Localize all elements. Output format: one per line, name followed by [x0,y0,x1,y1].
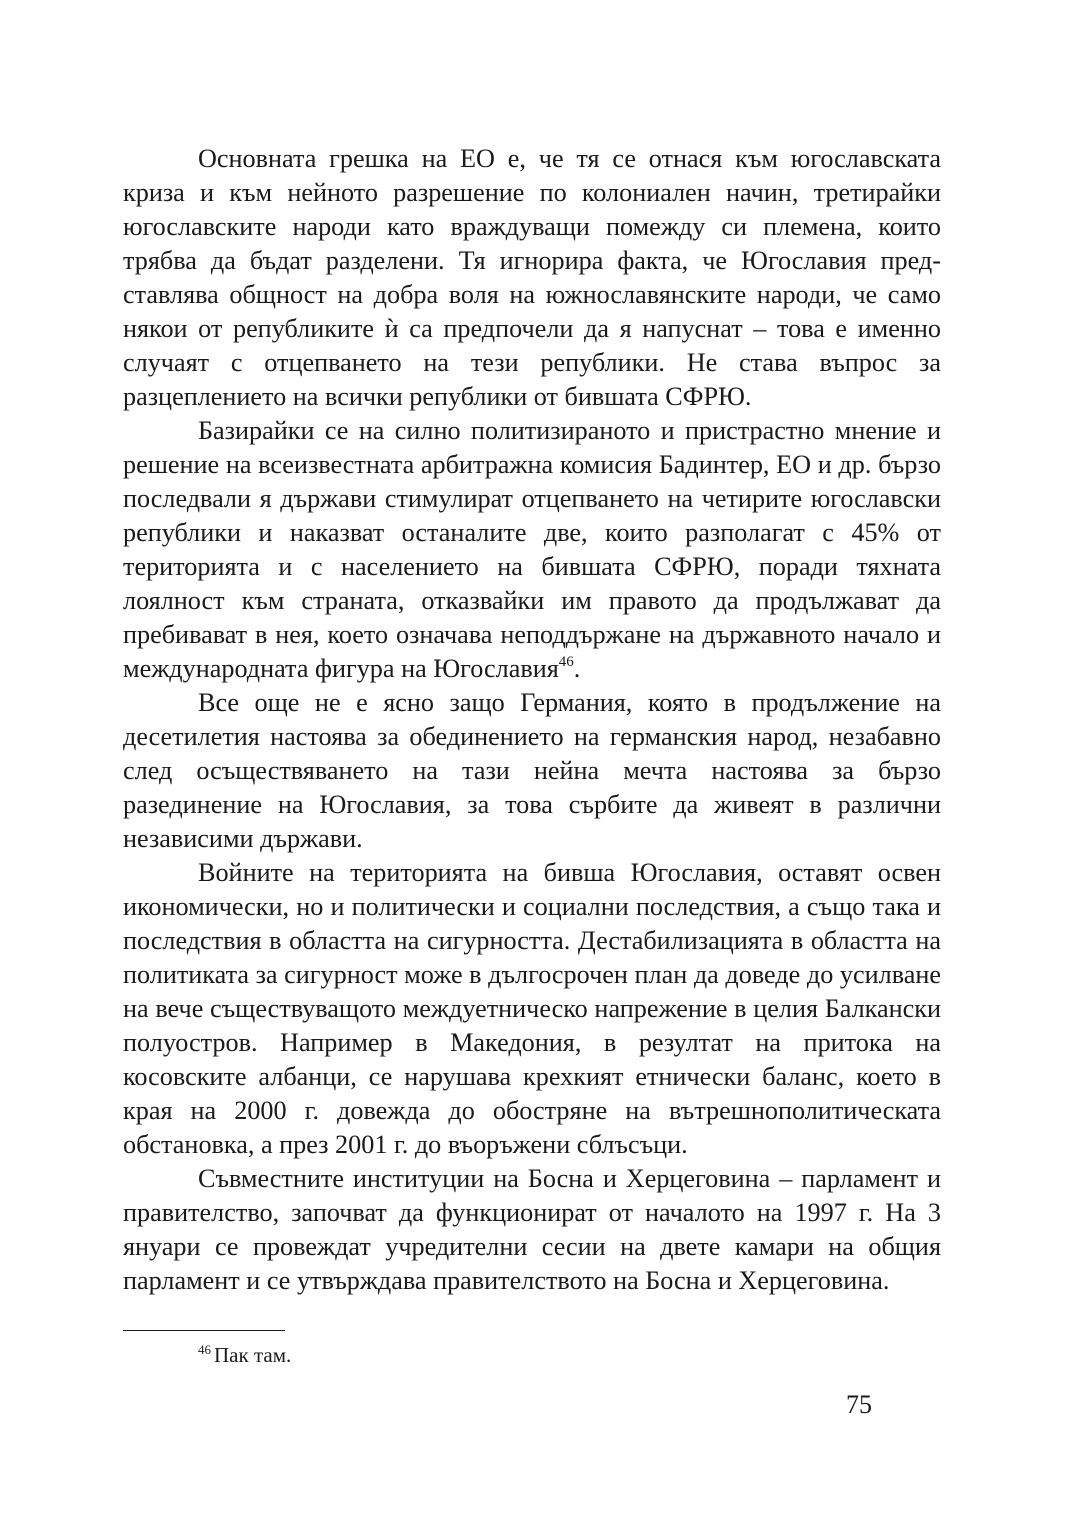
paragraph-5: Съвместните институции на Босна и Херцеговина – парламент и правителство, започват да функционират от началото на 1997 г. На 3 януари се провеждат учредителни сесии на двете камари на общия парламент и се утвърждава правителството на Босна и Херцеговина. [123,1164,941,1295]
paragraph-2 [123,414,941,686]
page-number: 75 [846,1390,872,1419]
paragraph-4: Войните на територията на бивша Югославия, оставят освен икономически, но и политически и социални последствия, а също така и последствия в областта на сигурността. Дестабилизацията в областта на политиката за сигурност може в дългосрочен план да доведе до усилване на вече съществуващото междуетническо напрежение в целия Балкански полуостров. Например в Македония, в резултат на притока на косовските албанци, се нарушава крехкият етнически баланс, което в края на 2000 г. довежда до обостряне на вътрешнополитическата обстановка, а през 2001 г. до въоръжени сблъсъци. [123,858,941,1159]
footnote-text: Пак там. [214,1343,292,1367]
footnote-divider [123,1330,285,1331]
footnote-number: 46 [198,1342,211,1357]
footnote-reference-46[interactable]: 46 [558,654,574,670]
paragraph-3: Все още не е ясно защо Германия, която в продължение на десетилетия настоява за обединението на германския народ, незабавно след осъществяването на тази нейна мечта настоява за бързо разединение на Югославия, за това сърбите да живеят в различни независими държави. [123,688,941,853]
paragraph-2-tail: . [573,654,581,683]
footnote-46 [198,1342,291,1368]
paragraph-2-text: Базирайки се на силно политизираното и пристрастно мнение и решение на всеизвестната арбитражна комисия Бадинтер, ЕО и др. бързо последвали я държави стимулират отцепването на четирите югославски републики и наказват останалите две, които разполагат с 45% от територията и с населението на бившата СФРЮ, поради тяхната лоялност към страната, отказвайки им правото да продължават да пребивават в нея, което означава неподдържане на държавното начало и международната фигура на Югославия [123,416,941,683]
paragraph-1: Основната грешка на ЕО е, че тя се отнася към югославската криза и към нейното разрешение по колониален начин, третирайки югославските народи като враждуващи помежду си племена, които трябва да бъдат разделени. Тя игнорира факта, че Югославия представлява общност на добра воля на южнославянските народи, че само някои от републиките ѝ са предпочели да я напуснат – това е именно случаят с отцепването на тези републики. Не става въпрос за разцеплението на всички републики от бившата СФРЮ. [123,144,941,411]
main-text [123,142,941,1298]
